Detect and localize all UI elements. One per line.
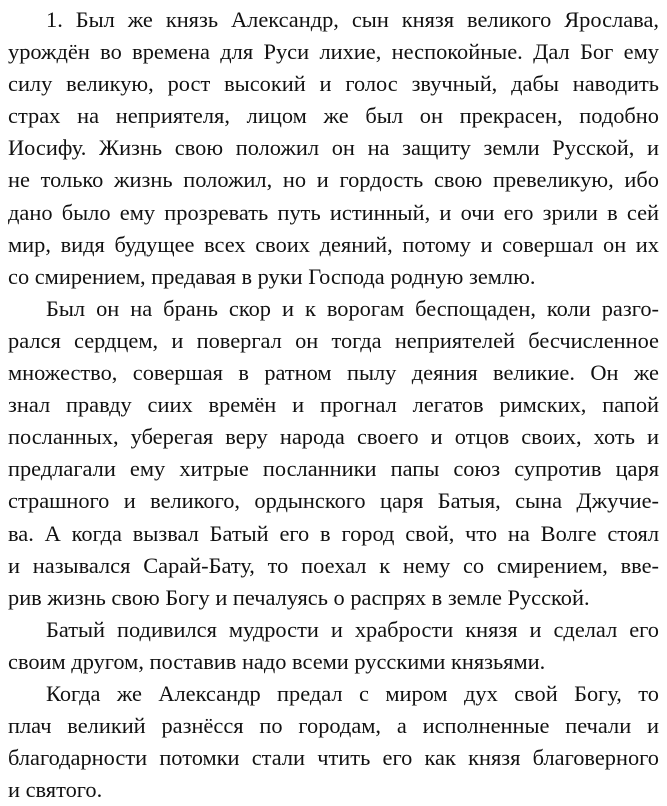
- text-line: Когда же Александр предал с миром дух свой Богу, то: [46, 680, 659, 706]
- text-line: 1. Был же князь Александр, сын князя великого Ярослава,: [46, 7, 659, 32]
- text-line: плач великий разнёсся по городам, а исполненные печали и: [8, 713, 659, 739]
- text-line: предлагали ему хитрые посланники папы союз супротив царя: [8, 456, 659, 482]
- text-line: знал правду сиих времён и прогнал легатов римских, папой: [8, 392, 659, 418]
- text-line: и назывался Сарай-Бату, то поехал к нему со смирением, вве-: [8, 552, 659, 578]
- text-line: рив жизнь свою Богу и печалуясь о распрях в земле Русской.: [8, 584, 590, 610]
- paragraph-3: [8, 614, 659, 678]
- text-line: Батый подивился мудрости и храбрости князя и сделал его: [46, 616, 659, 642]
- text-line: посланных, уберегая веру народа своего и отцов своих, хоть и: [8, 424, 659, 450]
- text-line: и святого.: [8, 777, 103, 803]
- text-line: не только жизнь положил, но и гордость свою превеликую, ибо: [8, 167, 659, 193]
- text-line: своим другом, поставив надо всеми русскими князьями.: [8, 648, 546, 674]
- text-line: Был он на брань скор и к ворогам беспощаден, коли разго-: [46, 295, 659, 321]
- text-line: урождён во времена для Руси лихие, неспокойные. Дал Бог ему: [8, 39, 659, 65]
- text-line: множество, совершая в ратном пылу деяния великие. Он же: [8, 360, 659, 386]
- text-line: страх на неприятеля, лицом же был он прекрасен, подобно: [8, 103, 659, 129]
- text-line: благодарности потомки стали чтить его как князя благоверного: [8, 745, 659, 771]
- text-line: страшного и великого, ордынского царя Батыя, сына Джучие-: [8, 488, 659, 514]
- text-line: рался сердцем, и повергал он тогда неприятелей бесчисленное: [8, 327, 659, 353]
- text-line: силу великую, рост высокий и голос звучный, дабы наводить: [8, 71, 659, 97]
- paragraph-1: [8, 4, 659, 293]
- text-line: дано было ему прозревать путь истинный, и очи его зрили в сей: [8, 199, 659, 225]
- text-line: мир, видя будущее всех своих деяний, потому и совершал он их: [8, 231, 659, 257]
- paragraph-4: [8, 678, 659, 806]
- text-line: со смирением, предавая в руки Господа родную землю.: [8, 263, 536, 289]
- text-line: Иосифу. Жизнь свою положил он на защиту земли Русской, и: [8, 135, 659, 161]
- text-line: ва. А когда вызвал Батый его в город свой, что на Волге стоял: [8, 520, 659, 546]
- paragraph-2: [8, 293, 659, 614]
